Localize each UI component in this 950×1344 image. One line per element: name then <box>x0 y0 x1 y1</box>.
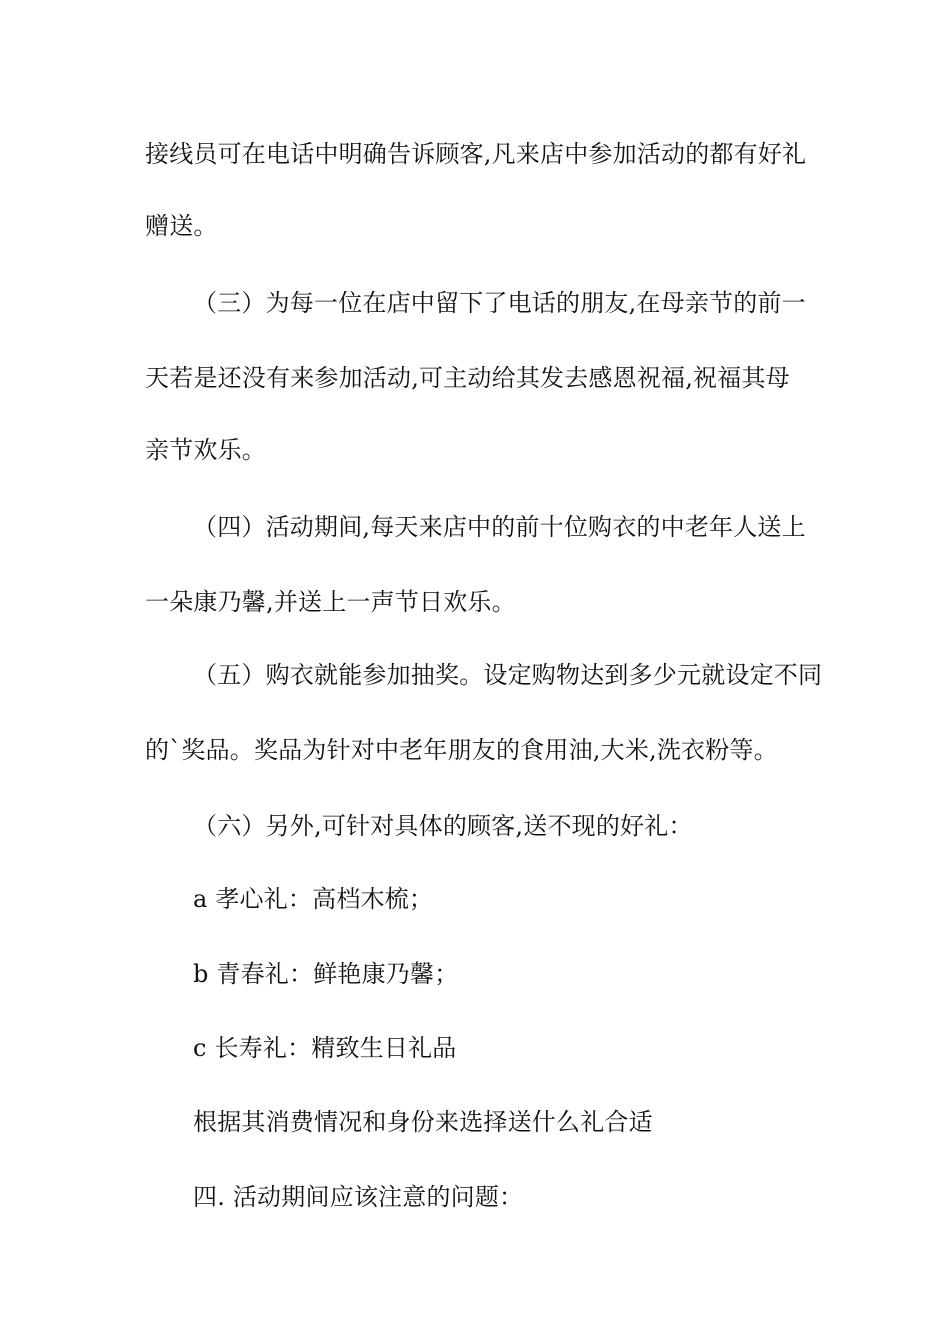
text-line: 根据其消费情况和身份来选择送什么礼合适 <box>193 1108 653 1136</box>
text-line: （五）购衣就能参加抽奖。设定购物达到多少元就设定不同 <box>193 661 823 689</box>
text-line: 赠送。 <box>145 212 218 240</box>
text-line: （六）另外,可针对具体的顾客,送不现的好礼： <box>193 812 693 840</box>
text-line: b 青春礼：鲜艳康乃馨； <box>193 960 459 988</box>
text-line: （四）活动期间,每天来店中的前十位购衣的中老年人送上 <box>193 513 806 541</box>
text-line: 亲节欢乐。 <box>145 436 266 464</box>
text-line: 接线员可在电话中明确告诉顾客,凡来店中参加活动的都有好礼 <box>145 140 807 168</box>
text-line: 天若是还没有来参加活动,可主动给其发去感恩祝福,祝福其母 <box>145 364 790 392</box>
text-line: （三）为每一位在店中留下了电话的朋友,在母亲节的前一 <box>193 289 806 317</box>
text-line: 四. 活动期间应该注意的问题： <box>193 1183 524 1211</box>
text-line: 的`奖品。奖品为针对中老年朋友的食用油,大米,洗衣粉等。 <box>145 736 778 764</box>
text-line: 一朵康乃馨,并送上一声节日欢乐。 <box>145 588 516 616</box>
text-line: c 长寿礼：精致生日礼品 <box>193 1034 457 1062</box>
text-line: a 孝心礼：高档木梳； <box>193 885 434 913</box>
